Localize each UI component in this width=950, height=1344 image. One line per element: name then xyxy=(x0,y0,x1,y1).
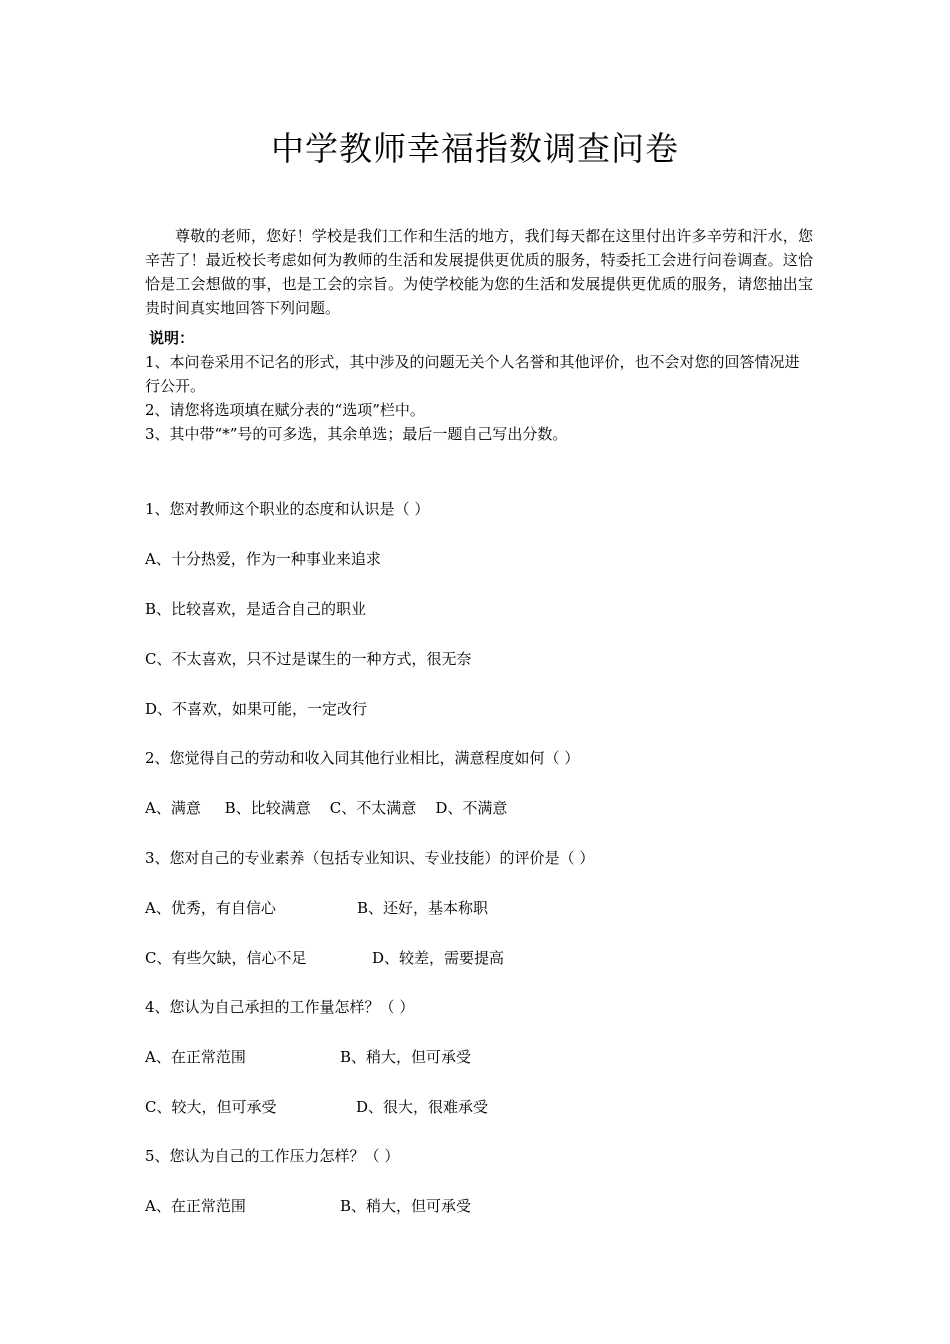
intro-paragraph: 尊敬的老师，您好！学校是我们工作和生活的地方，我们每天都在这里付出许多辛劳和汗水，您辛苦了！最近校长考虑如何为教师的生活和发展提供更优质的服务，特委托工会进行问卷调查。这恰恰是工会想做的事，也是工会的宗旨。为使学校能为您的生活和发展提供更优质的服务，请您抽出宝贵时间真实地回答下列问题。 xyxy=(145,227,813,317)
question-4-options-row-1 xyxy=(145,1046,472,1068)
question-1-option-a: A、十分热爱，作为一种事业来追求 xyxy=(145,550,381,568)
question-1-option-c: C、不太喜欢，只不过是谋生的一种方式，很无奈 xyxy=(145,650,472,668)
question-5-option-a: A、在正常范围 xyxy=(145,1197,246,1215)
question-1-text: 1、您对教师这个职业的态度和认识是（ ） xyxy=(145,500,430,518)
page-title: 中学教师幸福指数调查问卷 xyxy=(271,129,679,168)
question-4-option-c: C、较大，但可承受 xyxy=(145,1098,277,1116)
question-5-options-row-1 xyxy=(145,1195,472,1217)
question-3-option-d: D、较差，需要提高 xyxy=(372,949,505,967)
question-3-options-row-1 xyxy=(145,897,489,919)
instruction-item: 3、其中带“*”号的可多选，其余单选；最后一题自己写出分数。 xyxy=(145,425,568,443)
question-2-text: 2、您觉得自己的劳动和收入同其他行业相比，满意程度如何（ ） xyxy=(145,749,580,767)
question-3-option-c: C、有些欠缺，信心不足 xyxy=(145,949,307,967)
question-4-text: 4、您认为自己承担的工作量怎样？（ ） xyxy=(145,998,415,1016)
question-3-options-row-2 xyxy=(145,947,505,969)
question-4-option-d: D、很大，很难承受 xyxy=(356,1098,489,1116)
question-1-option-b: B、比较喜欢，是适合自己的职业 xyxy=(145,600,367,618)
question-4-option-b: B、稍大，但可承受 xyxy=(340,1048,472,1066)
question-1-option-d: D、不喜欢，如果可能，一定改行 xyxy=(145,700,368,718)
question-3-option-a: A、优秀，有自信心 xyxy=(145,899,276,917)
instruction-item: 2、请您将选项填在赋分表的“选项”栏中。 xyxy=(145,401,425,419)
question-3-option-b: B、还好，基本称职 xyxy=(357,899,489,917)
question-5-option-b: B、稍大，但可承受 xyxy=(340,1197,472,1215)
question-4-option-a: A、在正常范围 xyxy=(145,1048,246,1066)
question-3-text: 3、您对自己的专业素养（包括专业知识、专业技能）的评价是（ ） xyxy=(145,849,595,867)
instructions-heading: 说明： xyxy=(149,329,195,347)
question-5-text: 5、您认为自己的工作压力怎样？（ ） xyxy=(145,1147,400,1165)
instructions-section xyxy=(145,326,813,446)
question-2-options: A、满意 B、比较满意 C、不太满意 D、不满意 xyxy=(145,799,508,817)
question-4-options-row-2 xyxy=(145,1096,489,1118)
instruction-item: 1、本问卷采用不记名的形式，其中涉及的问题无关个人名誉和其他评价，也不会对您的回答情况进行公开。 xyxy=(145,353,800,395)
